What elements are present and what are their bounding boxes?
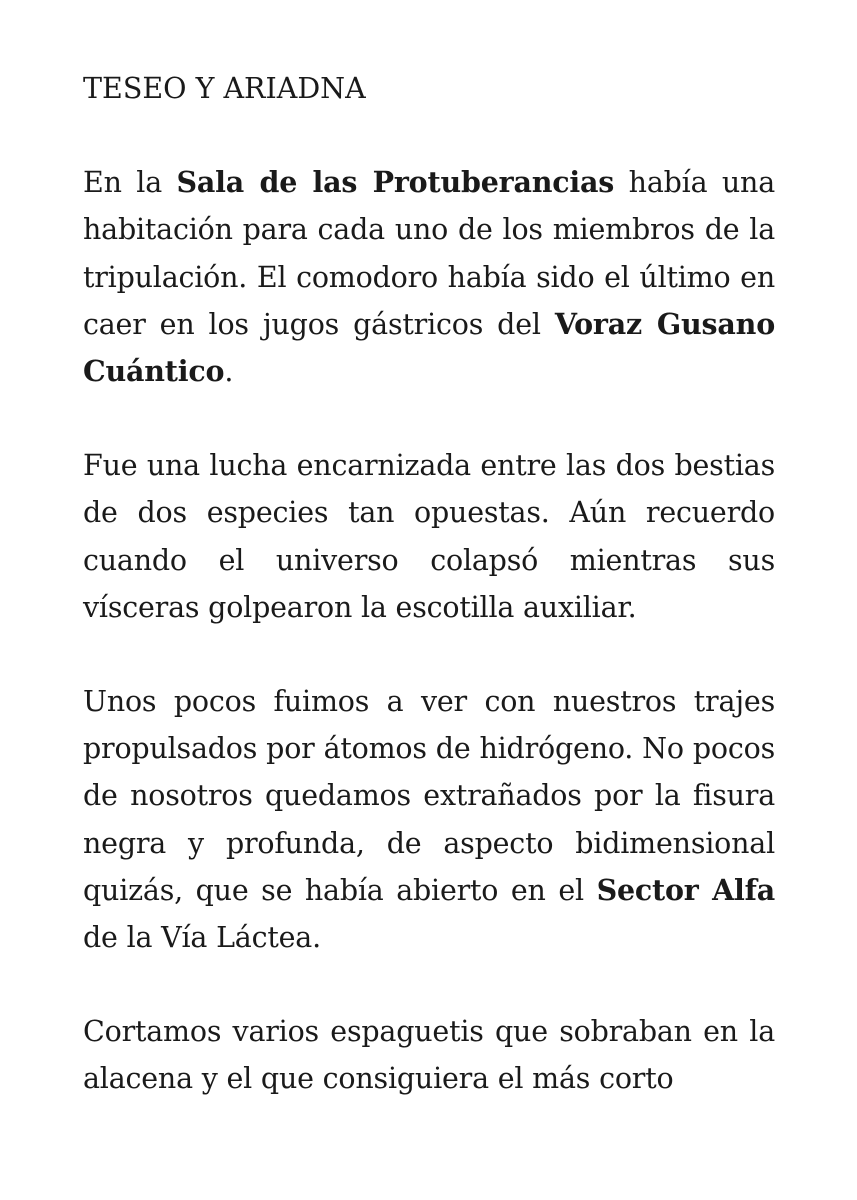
paragraph-1 bbox=[83, 159, 775, 395]
paragraph-3 bbox=[83, 678, 775, 961]
bold-term: Voraz Gusano Cuántico bbox=[83, 306, 776, 389]
paragraph-4 bbox=[83, 1008, 775, 1102]
bold-term: Sala de las Protuberancias bbox=[176, 165, 615, 200]
paragraph-text: En la bbox=[83, 166, 177, 200]
paragraph-text: Cortamos varios espaguetis que sobraban en la alacena y el que consiguiera el más corto bbox=[83, 1015, 775, 1096]
bold-term: Sector Alfa bbox=[596, 872, 775, 907]
paragraph-2 bbox=[83, 442, 775, 631]
paragraph-text: Fue una lucha encarnizada entre las dos bestias de dos especies tan opuestas. Aún recuerdo cuando el universo colapsó mientras sus vísceras golpearon la escotilla auxiliar. bbox=[83, 449, 775, 624]
paragraph-text: de la Vía Láctea. bbox=[83, 921, 321, 955]
paragraph-text: Unos pocos fuimos a ver con nuestros trajes propulsados por átomos de hidrógeno. No pocos de nosotros quedamos extrañados por la fisura negra y profunda, de aspecto bidimensional quizás, que se había abierto en el bbox=[83, 685, 775, 907]
document-title: TESEO Y ARIADNA bbox=[83, 72, 366, 105]
document-page bbox=[83, 65, 775, 1103]
paragraph-text: había una habitación para cada uno de los miembros de la tripulación. El comodoro había sido el último en caer en los jugos gástricos del bbox=[83, 166, 775, 341]
paragraph-text: . bbox=[224, 355, 234, 389]
